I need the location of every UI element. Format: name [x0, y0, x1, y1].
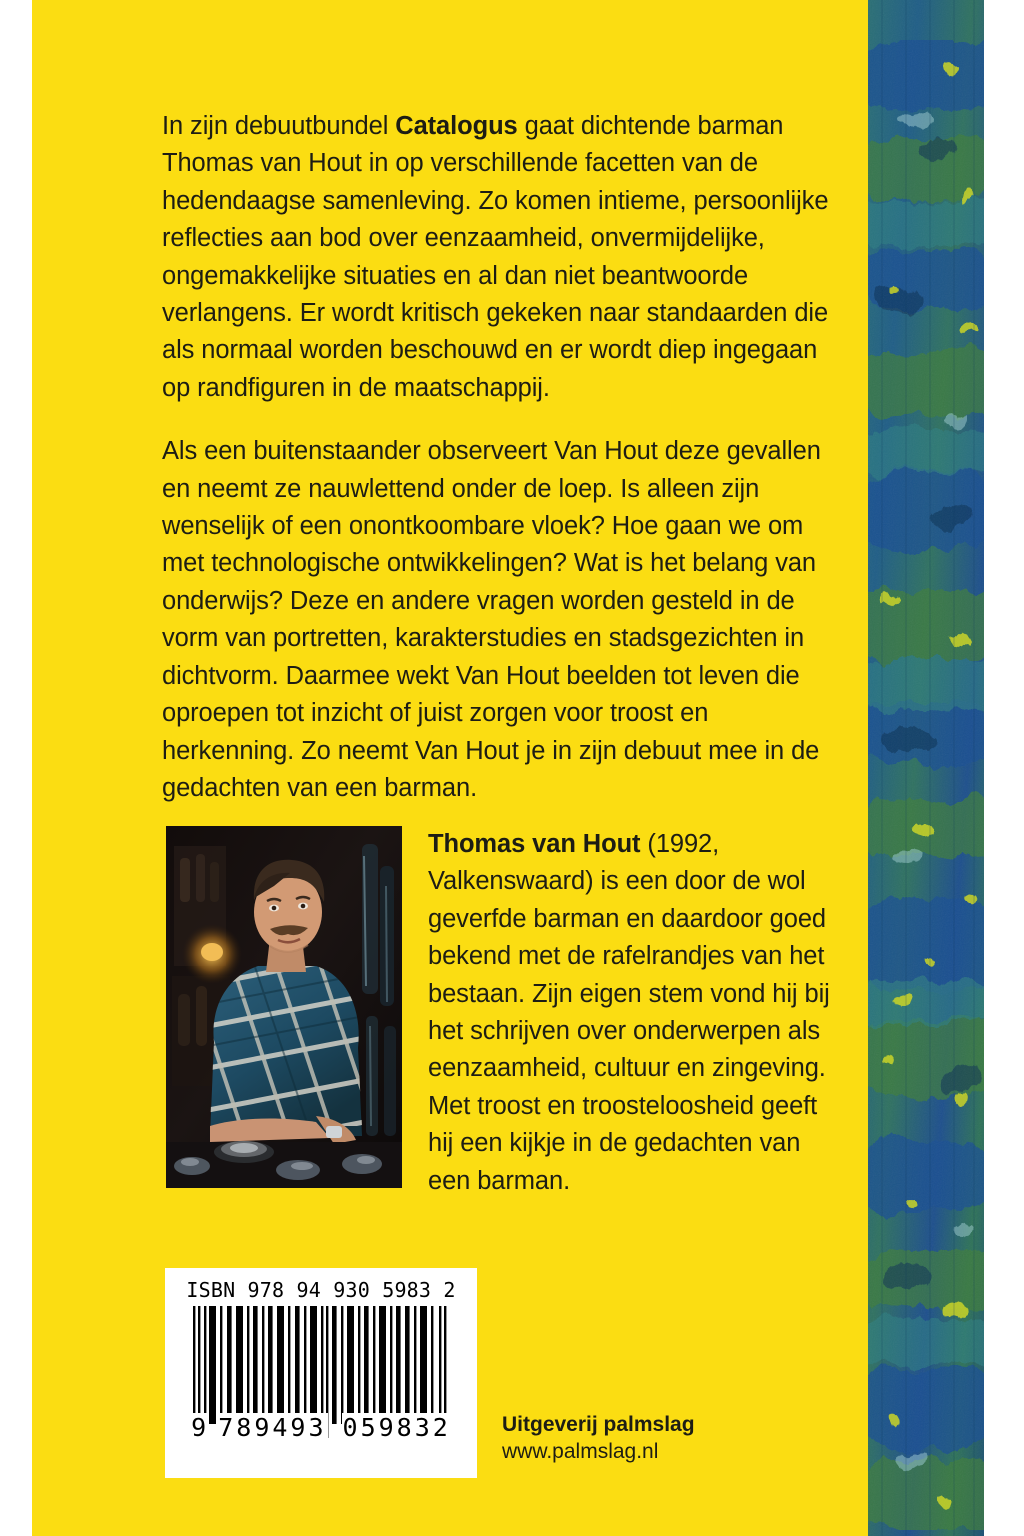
book-title: Catalogus	[395, 112, 518, 140]
author-bio-text	[428, 826, 838, 1200]
ean-lead-digit: 9	[191, 1413, 207, 1442]
publisher-url[interactable]: www.palmslag.nl	[502, 1440, 659, 1463]
barcode-block	[165, 1268, 477, 1478]
author-bio-body: (1992, Valkenswaard) is een door de wol geverfde barman en daardoor goed bekend met de rafelrandjes van het bestaan. Zijn eigen stem vond hij bij het schrijven over onderwerpen als eenzaamheid, cultuur en zingeving. Met troost en troosteloosheid geeft hij een kijkje in de gedachten van een barman.	[428, 830, 830, 1195]
author-portrait-illustration	[166, 826, 402, 1188]
blurb-paragraph-2: Als een buitenstaander observeert Van Hout deze gevallen en neemt ze nauwlettend onder de loep. Is alleen zijn wenselijk of een onontkoombare vloek? Hoe gaan we om met technologische ontwikkelingen? Wat is het belang van onderwijs? Deze en andere vragen worden gesteld in de vorm van portretten, karakterstudies en stadsgezichten in dichtvorm. Daarmee wekt Van Hout beelden tot leven die oproepen tot inzicht of juist zorgen voor troost en herkenning. Zo neemt Van Hout je in zijn debuut mee in de gedachten van een barman.	[162, 437, 821, 802]
publisher-block	[502, 1411, 695, 1465]
blurb-p1-rest: gaat dichtende barman Thomas van Hout in op verschillende facetten van de hedendaagse samenleving. Zo komen intieme, persoonlijke reflecties aan bod over eenzaamheid, onvermijdelijke, ongemakkelijke situaties en al dan niet beantwoorde verlangens. Er wordt kritisch gekeken naar standaarden die als normaal worden beschouwd en er wordt diep ingegaan op randfiguren in de maatschappij.	[162, 112, 829, 402]
left-paper-margin	[0, 0, 32, 1536]
right-paper-margin	[984, 0, 1024, 1536]
blurb-p1-lead: In zijn debuutbundel	[162, 112, 396, 140]
author-name: Thomas van Hout	[428, 830, 641, 858]
spine-paint-texture	[868, 0, 984, 1536]
spine-painted-strip	[868, 0, 984, 1536]
cover-yellow-panel	[32, 0, 868, 1536]
isbn-label: ISBN 978 94 930 5983 2	[186, 1278, 456, 1302]
blurb-text	[162, 108, 838, 807]
author-photo	[166, 826, 402, 1188]
publisher-name: Uitgeverij palmslag	[502, 1413, 695, 1436]
author-block	[166, 826, 838, 1194]
ean-left-group: 789493	[218, 1413, 327, 1442]
ean-right-group: 059832	[342, 1413, 451, 1442]
blurb-paragraph-1	[162, 108, 838, 407]
ean13-digits	[177, 1412, 465, 1442]
